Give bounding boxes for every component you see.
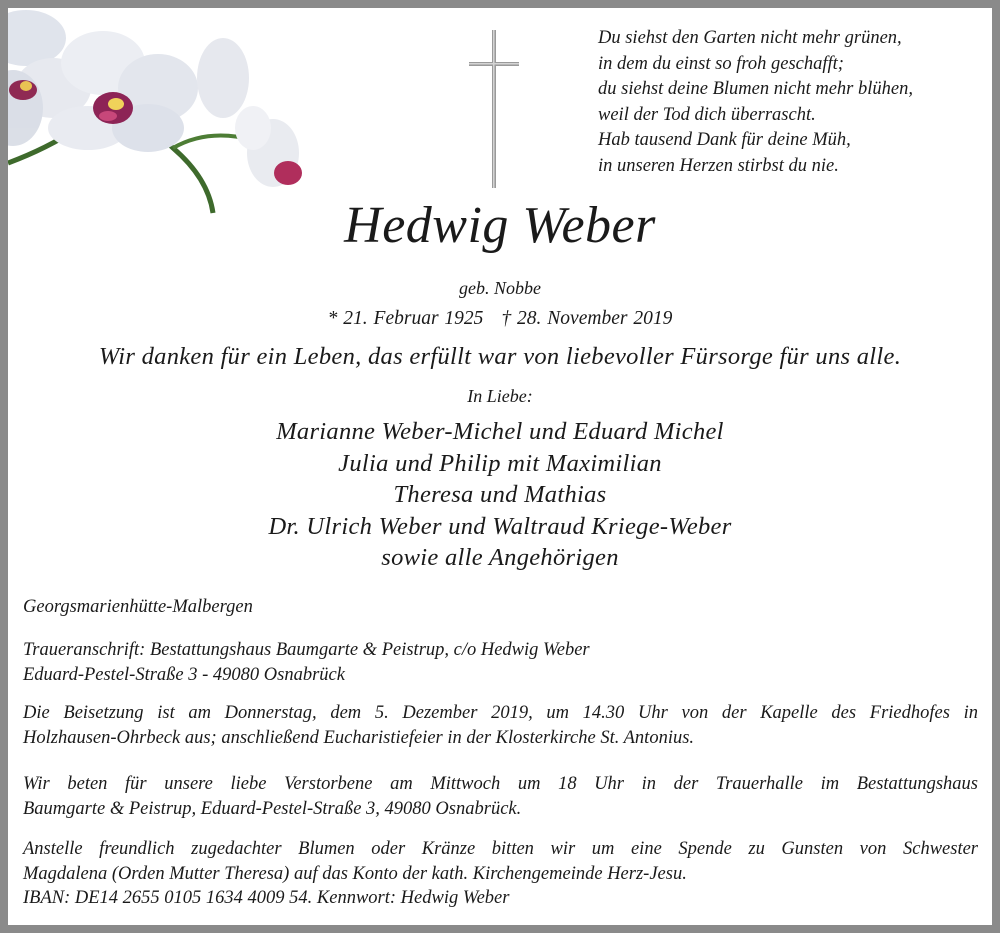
donation-line: Magdalena (Orden Mutter Theresa) auf das Konto der kath. Kirchengemeinde Herz-Jesu. (23, 863, 687, 884)
poem-line: in unseren Herzen stirbst du nie. (598, 155, 839, 176)
poem-line: weil der Tod dich überrascht. (598, 104, 816, 125)
in-love-label: In Liebe: (467, 386, 533, 406)
mourning-address-line: Eduard-Pestel-Straße 3 - 49080 Osnabrück (23, 664, 345, 685)
burial-line: Holzhausen-Ohrbeck aus; anschließend Eucharistiefeier in der Klosterkirche St. Antonius. (23, 727, 695, 748)
deceased-name: Hedwig Weber (344, 197, 656, 254)
iban-line: IBAN: DE14 2655 0105 1634 4009 54. Kennwort: Hedwig Weber (23, 888, 510, 908)
family-member: Julia und Philip mit Maximilian (338, 449, 662, 477)
family-member: sowie alle Angehörigen (381, 544, 619, 571)
donation-line: Anstelle freundlich zugedachter Blumen oder Kränze bitten wir um eine Spende zu Gunsten von Schwester (23, 839, 978, 859)
mourning-address-line: Traueranschrift: Bestattungshaus Baumgarte & Peistrup, c/o Hedwig Weber (23, 640, 590, 660)
poem-line: Du siehst den Garten nicht mehr grünen, (598, 28, 902, 48)
family-list (8, 416, 992, 574)
poem-line: Hab tausend Dank für deine Müh, (598, 130, 851, 151)
prayer-info (23, 772, 978, 821)
orchid-flower-right (197, 38, 302, 187)
poem (598, 26, 988, 180)
orchid-illustration (8, 8, 318, 223)
thanks-statement: Wir danken für ein Leben, das erfüllt war von liebevoller Fürsorge für uns alle. (98, 343, 902, 370)
family-member: Dr. Ulrich Weber und Waltraud Kriege-Weber (268, 512, 732, 540)
family-member: Marianne Weber-Michel und Eduard Michel (276, 418, 724, 445)
mourning-address (23, 638, 978, 687)
prayer-line: Baumgarte & Peistrup, Eduard-Pestel-Straße 3, 49080 Osnabrück. (23, 798, 522, 819)
birth-date: * 21. Februar 1925 (327, 308, 484, 329)
burial-info (23, 701, 978, 750)
cross-icon (466, 28, 522, 190)
family-member: Theresa und Mathias (393, 481, 607, 508)
burial-line: Die Beisetzung ist am Donnerstag, dem 5. Dezember 2019, um 14.30 Uhr von der Kapelle des Friedhofes in (23, 703, 978, 723)
poem-line: du siehst deine Blumen nicht mehr blühen, (598, 79, 913, 100)
obituary-card (8, 8, 992, 925)
place: Georgsmarienhütte-Malbergen (23, 597, 253, 617)
poem-line: in dem du einst so froh geschafft; (598, 53, 844, 74)
donation-info (23, 837, 978, 911)
prayer-line: Wir beten für unsere liebe Verstorbene am Mittwoch um 18 Uhr in der Trauerhalle im Bestattungshaus (23, 774, 978, 794)
life-dates (8, 308, 992, 330)
birth-name: geb. Nobbe (459, 278, 541, 298)
death-date: † 28. November 2019 (501, 308, 673, 329)
